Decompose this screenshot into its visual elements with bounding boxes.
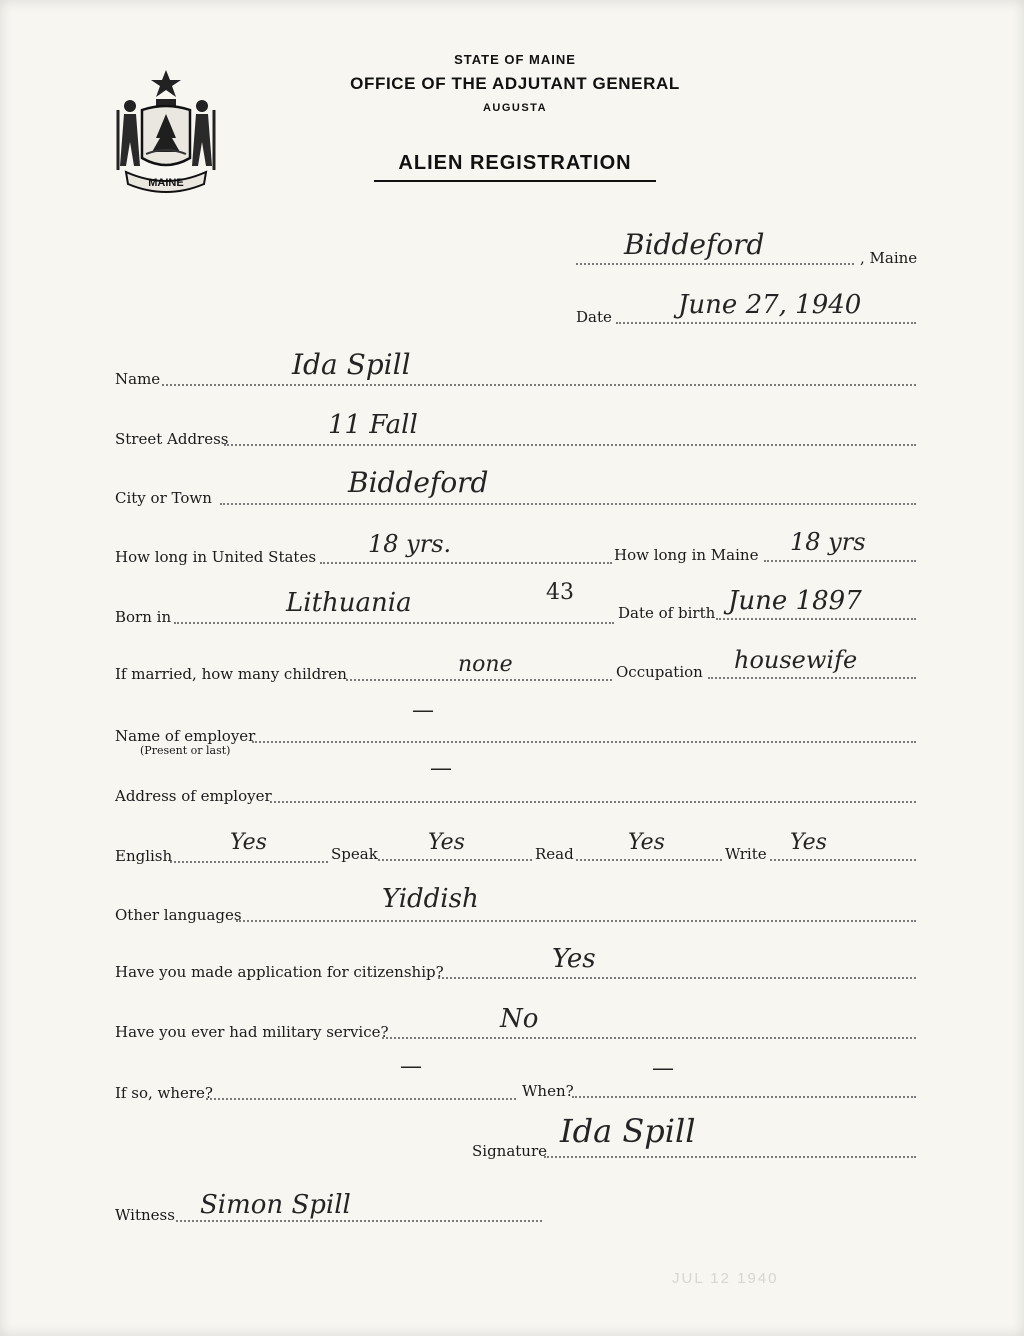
date-label: Date xyxy=(576,308,612,326)
maine-time-value[interactable]: 18 yrs xyxy=(790,528,866,556)
when-label: When? xyxy=(522,1082,574,1100)
header-office: OFFICE OF THE ADJUTANT GENERAL xyxy=(350,74,680,93)
age-note: 43 xyxy=(546,580,574,605)
other-languages-line xyxy=(236,920,916,922)
witness-label: Witness xyxy=(115,1206,175,1224)
city-value[interactable]: Biddeford xyxy=(348,466,489,499)
employer-address-line xyxy=(270,801,916,803)
city-line xyxy=(220,503,916,505)
us-time-value[interactable]: 18 yrs. xyxy=(368,530,452,558)
dob-label: Date of birth xyxy=(618,604,716,622)
write-label: Write xyxy=(725,845,767,863)
write-line xyxy=(770,859,916,861)
name-value[interactable]: Ida Spill xyxy=(292,348,411,381)
maine-time-label: How long in Maine xyxy=(614,546,759,564)
citizenship-line xyxy=(438,977,916,979)
other-languages-value[interactable]: Yiddish xyxy=(382,884,479,914)
employer-value[interactable]: — xyxy=(412,698,434,723)
children-value[interactable]: none xyxy=(458,652,513,677)
street-label: Street Address xyxy=(115,430,229,448)
english-line xyxy=(170,861,328,863)
town-value[interactable]: Biddeford xyxy=(624,228,765,261)
children-label: If married, how many children xyxy=(115,665,347,683)
occupation-value[interactable]: housewife xyxy=(734,646,858,674)
town-line xyxy=(576,263,854,265)
speak-value[interactable]: Yes xyxy=(428,830,465,855)
occupation-label: Occupation xyxy=(616,663,703,681)
signature-value[interactable]: Ida Spill xyxy=(560,1112,696,1150)
us-time-label: How long in United States xyxy=(115,548,317,566)
born-value[interactable]: Lithuania xyxy=(286,588,412,618)
children-line xyxy=(346,679,612,681)
english-label: English xyxy=(115,847,173,865)
where-line xyxy=(206,1098,516,1100)
witness-line xyxy=(176,1220,542,1222)
header-state: STATE OF MAINE xyxy=(454,52,576,67)
military-label: Have you ever had military service? xyxy=(115,1023,389,1041)
maine-time-line xyxy=(764,560,916,562)
header-city: AUGUSTA xyxy=(482,102,548,114)
when-line xyxy=(572,1096,916,1098)
read-label: Read xyxy=(535,845,574,863)
us-time-line xyxy=(320,562,612,564)
employer-address-label: Address of employer xyxy=(115,787,272,805)
signature-line xyxy=(544,1156,916,1158)
employer-sublabel: (Present or last) xyxy=(140,744,231,757)
military-line xyxy=(382,1037,916,1039)
street-value[interactable]: 11 Fall xyxy=(328,410,418,440)
military-value[interactable]: No xyxy=(500,1004,539,1034)
other-languages-label: Other languages xyxy=(115,906,242,924)
date-line xyxy=(616,322,916,324)
where-value[interactable]: — xyxy=(400,1054,422,1079)
read-value[interactable]: Yes xyxy=(628,830,665,855)
seal-text: MAINE xyxy=(148,177,184,189)
employer-line xyxy=(252,741,916,743)
dob-line xyxy=(716,618,916,620)
signature-label: Signature xyxy=(472,1142,548,1160)
where-label: If so, where? xyxy=(115,1084,213,1102)
received-stamp: JUL 12 1940 xyxy=(672,1270,779,1287)
citizenship-value[interactable]: Yes xyxy=(552,944,596,974)
town-suffix: , Maine xyxy=(860,249,918,267)
read-line xyxy=(576,859,722,861)
citizenship-label: Have you made application for citizenship? xyxy=(115,963,444,981)
employer-address-value[interactable]: — xyxy=(430,756,452,781)
date-value[interactable]: June 27, 1940 xyxy=(678,290,862,320)
write-value[interactable]: Yes xyxy=(790,830,827,855)
name-label: Name xyxy=(115,370,161,388)
speak-label: Speak xyxy=(331,845,378,863)
occupation-line xyxy=(708,677,916,679)
dob-value[interactable]: June 1897 xyxy=(728,586,862,616)
employer-label: Name of employer xyxy=(115,727,256,745)
page-title: ALIEN REGISTRATION xyxy=(374,152,656,182)
name-line xyxy=(162,384,916,386)
born-line xyxy=(174,622,614,624)
speak-line xyxy=(378,859,532,861)
english-value[interactable]: Yes xyxy=(230,830,267,855)
born-label: Born in xyxy=(115,608,172,626)
street-line xyxy=(224,444,916,446)
city-label: City or Town xyxy=(115,489,212,507)
when-value[interactable]: — xyxy=(652,1056,674,1081)
witness-value[interactable]: Simon Spill xyxy=(200,1190,351,1220)
state-seal-icon xyxy=(112,66,220,194)
